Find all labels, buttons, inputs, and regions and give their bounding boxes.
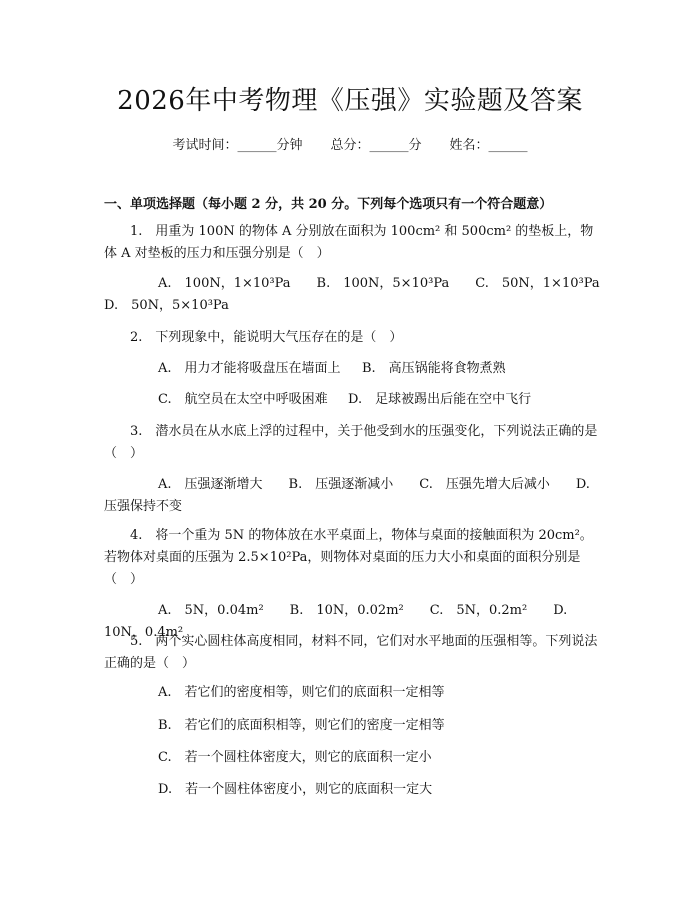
question-5-option-c: C. 若一个圆柱体密度大，则它的底面积一定小: [158, 750, 432, 765]
question-4-options: A. 5N，0.04m² B. 10N，0.02m² C. 5N，0.2m² D. 10N，0.4m²: [104, 603, 581, 640]
question-2-stem: 2. 下列现象中，能说明大气压存在的是（ ）: [130, 330, 403, 345]
question-3-stem: 3. 潜水员在从水底上浮的过程中，关于他受到水的压强变化，下列说法正确的是（ ）: [104, 424, 598, 461]
question-5-option-d: D. 若一个圆柱体密度小，则它的底面积一定大: [158, 782, 433, 797]
page-title: 2026年中考物理《压强》实验题及答案: [117, 86, 583, 116]
total-score-field: 总分：______分: [330, 138, 422, 153]
question-2-option-b: B. 高压锅能将食物煮熟: [362, 361, 506, 376]
question-5-option-b: B. 若它们的底面积相等，则它们的密度一定相等: [158, 718, 445, 733]
question-4-stem: 4. 将一个重为 5N 的物体放在水平桌面上，物体与桌面的接触面积为 20cm²。若物体对桌面的压强为 2.5×10²Pa，则物体对桌面的压力大小和桌面的面积分别是（ ）: [104, 528, 593, 587]
question-3-options: A. 压强逐渐增大 B. 压强逐渐减小 C. 压强先增大后减小 D. 压强保持不变: [104, 477, 603, 514]
exam-time-field: 考试时间：______分钟: [172, 138, 303, 153]
question-1-options: A. 100N，1×10³Pa B. 100N，5×10³Pa C. 50N，1×10³Pa D. 50N，5×10³Pa: [104, 276, 626, 313]
question-5-option-a: A. 若它们的密度相等，则它们的底面积一定相等: [158, 685, 445, 700]
question-5-stem: 5. 两个实心圆柱体高度相同，材料不同，它们对水平地面的压强相等。下列说法正确的是（ ）: [104, 634, 598, 671]
section-title: 一、单项选择题（每小题 2 分，共 20 分。下列每个选项只有一个符合题意）: [104, 197, 553, 212]
student-name-field: 姓名：______: [449, 138, 528, 153]
question-2-option-a: A. 用力才能将吸盘压在墙面上: [158, 361, 341, 376]
question-1-stem: 1. 用重为 100N 的物体 A 分别放在面积为 100cm² 和 500cm² 的垫板上，物体 A 对垫板的压力和压强分别是（ ）: [104, 224, 594, 261]
question-2-option-d: D. 足球被踢出后能在空中飞行: [348, 392, 532, 407]
exam-info: [0, 134, 700, 153]
question-2-option-c: C. 航空员在太空中呼吸困难: [158, 392, 328, 407]
